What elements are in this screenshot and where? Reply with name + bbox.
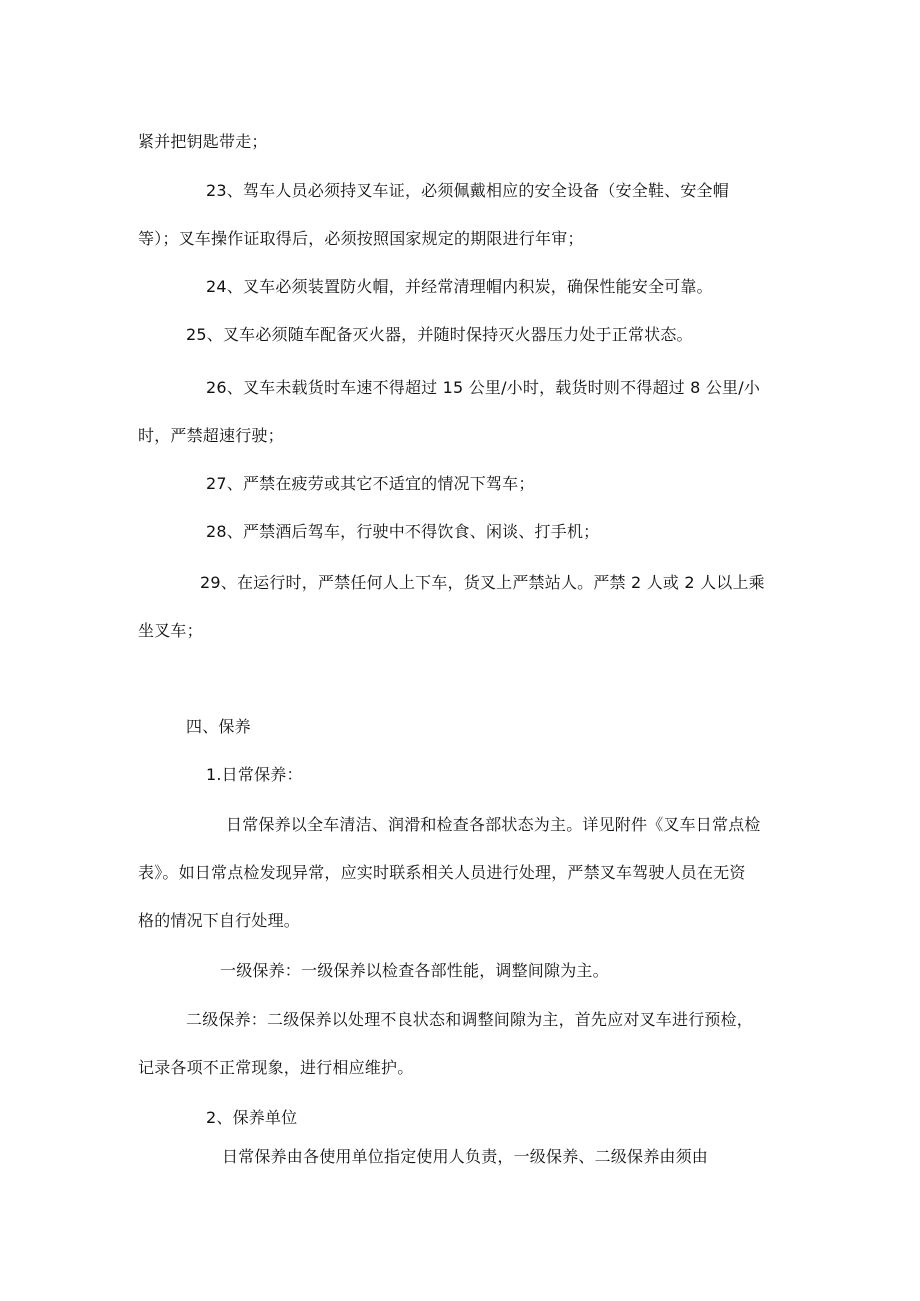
subheading-maintenance-unit: 2、保养单位 xyxy=(206,1108,298,1127)
text-line-continuation-22: 紧并把钥匙带走； xyxy=(138,132,268,151)
text-line-daily-1: 日常保养以全车清洁、润滑和检查各部状态为主。详见附件《叉车日常点检 xyxy=(226,815,761,834)
text-line-rule-23-cont: 等）；叉车操作证取得后，必须按照国家规定的期限进行年审； xyxy=(138,229,584,248)
text-line-maintenance-unit: 日常保养由各使用单位指定使用人负责，一级保养、二级保养由须由 xyxy=(222,1147,709,1166)
text-line-rule-24: 24、叉车必须装置防火帽，并经常清理帽内积炭，确保性能安全可靠。 xyxy=(206,277,713,296)
text-line-rule-27: 27、严禁在疲劳或其它不适宜的情况下驾车； xyxy=(206,474,535,493)
text-line-second-level-2: 记录各项不正常现象，进行相应维护。 xyxy=(138,1058,414,1077)
text-line-rule-26-cont: 时，严禁超速行驶； xyxy=(138,426,284,445)
text-line-rule-28: 28、严禁酒后驾车，行驶中不得饮食、闲谈、打手机； xyxy=(206,522,600,541)
section-heading-maintenance: 四、保养 xyxy=(186,717,251,736)
text-line-first-level: 一级保养：一级保养以检查各部性能，调整间隙为主。 xyxy=(220,961,609,980)
text-line-rule-29-cont: 坐叉车； xyxy=(138,621,203,640)
subheading-daily-maintenance: 1.日常保养： xyxy=(206,765,303,784)
text-line-rule-29: 29、在运行时，严禁任何人上下车，货叉上严禁站人。严禁 2 人或 2 人以上乘 xyxy=(200,573,765,592)
text-line-second-level-1: 二级保养：二级保养以处理不良状态和调整间隙为主，首先应对叉车进行预检， xyxy=(186,1010,754,1029)
text-line-rule-25: 25、叉车必须随车配备灭火器，并随时保持灭火器压力处于正常状态。 xyxy=(186,325,693,344)
text-line-rule-26: 26、叉车未载货时车速不得超过 15 公里/小时，载货时则不得超过 8 公里/小 xyxy=(206,378,761,397)
text-line-daily-2: 表》。如日常点检发现异常，应实时联系相关人员进行处理，严禁叉车驾驶人员在无资 xyxy=(138,863,746,882)
text-line-daily-3: 格的情况下自行处理。 xyxy=(138,911,301,930)
text-line-rule-23: 23、驾车人员必须持叉车证，必须佩戴相应的安全设备（安全鞋、安全帽 xyxy=(206,181,729,200)
